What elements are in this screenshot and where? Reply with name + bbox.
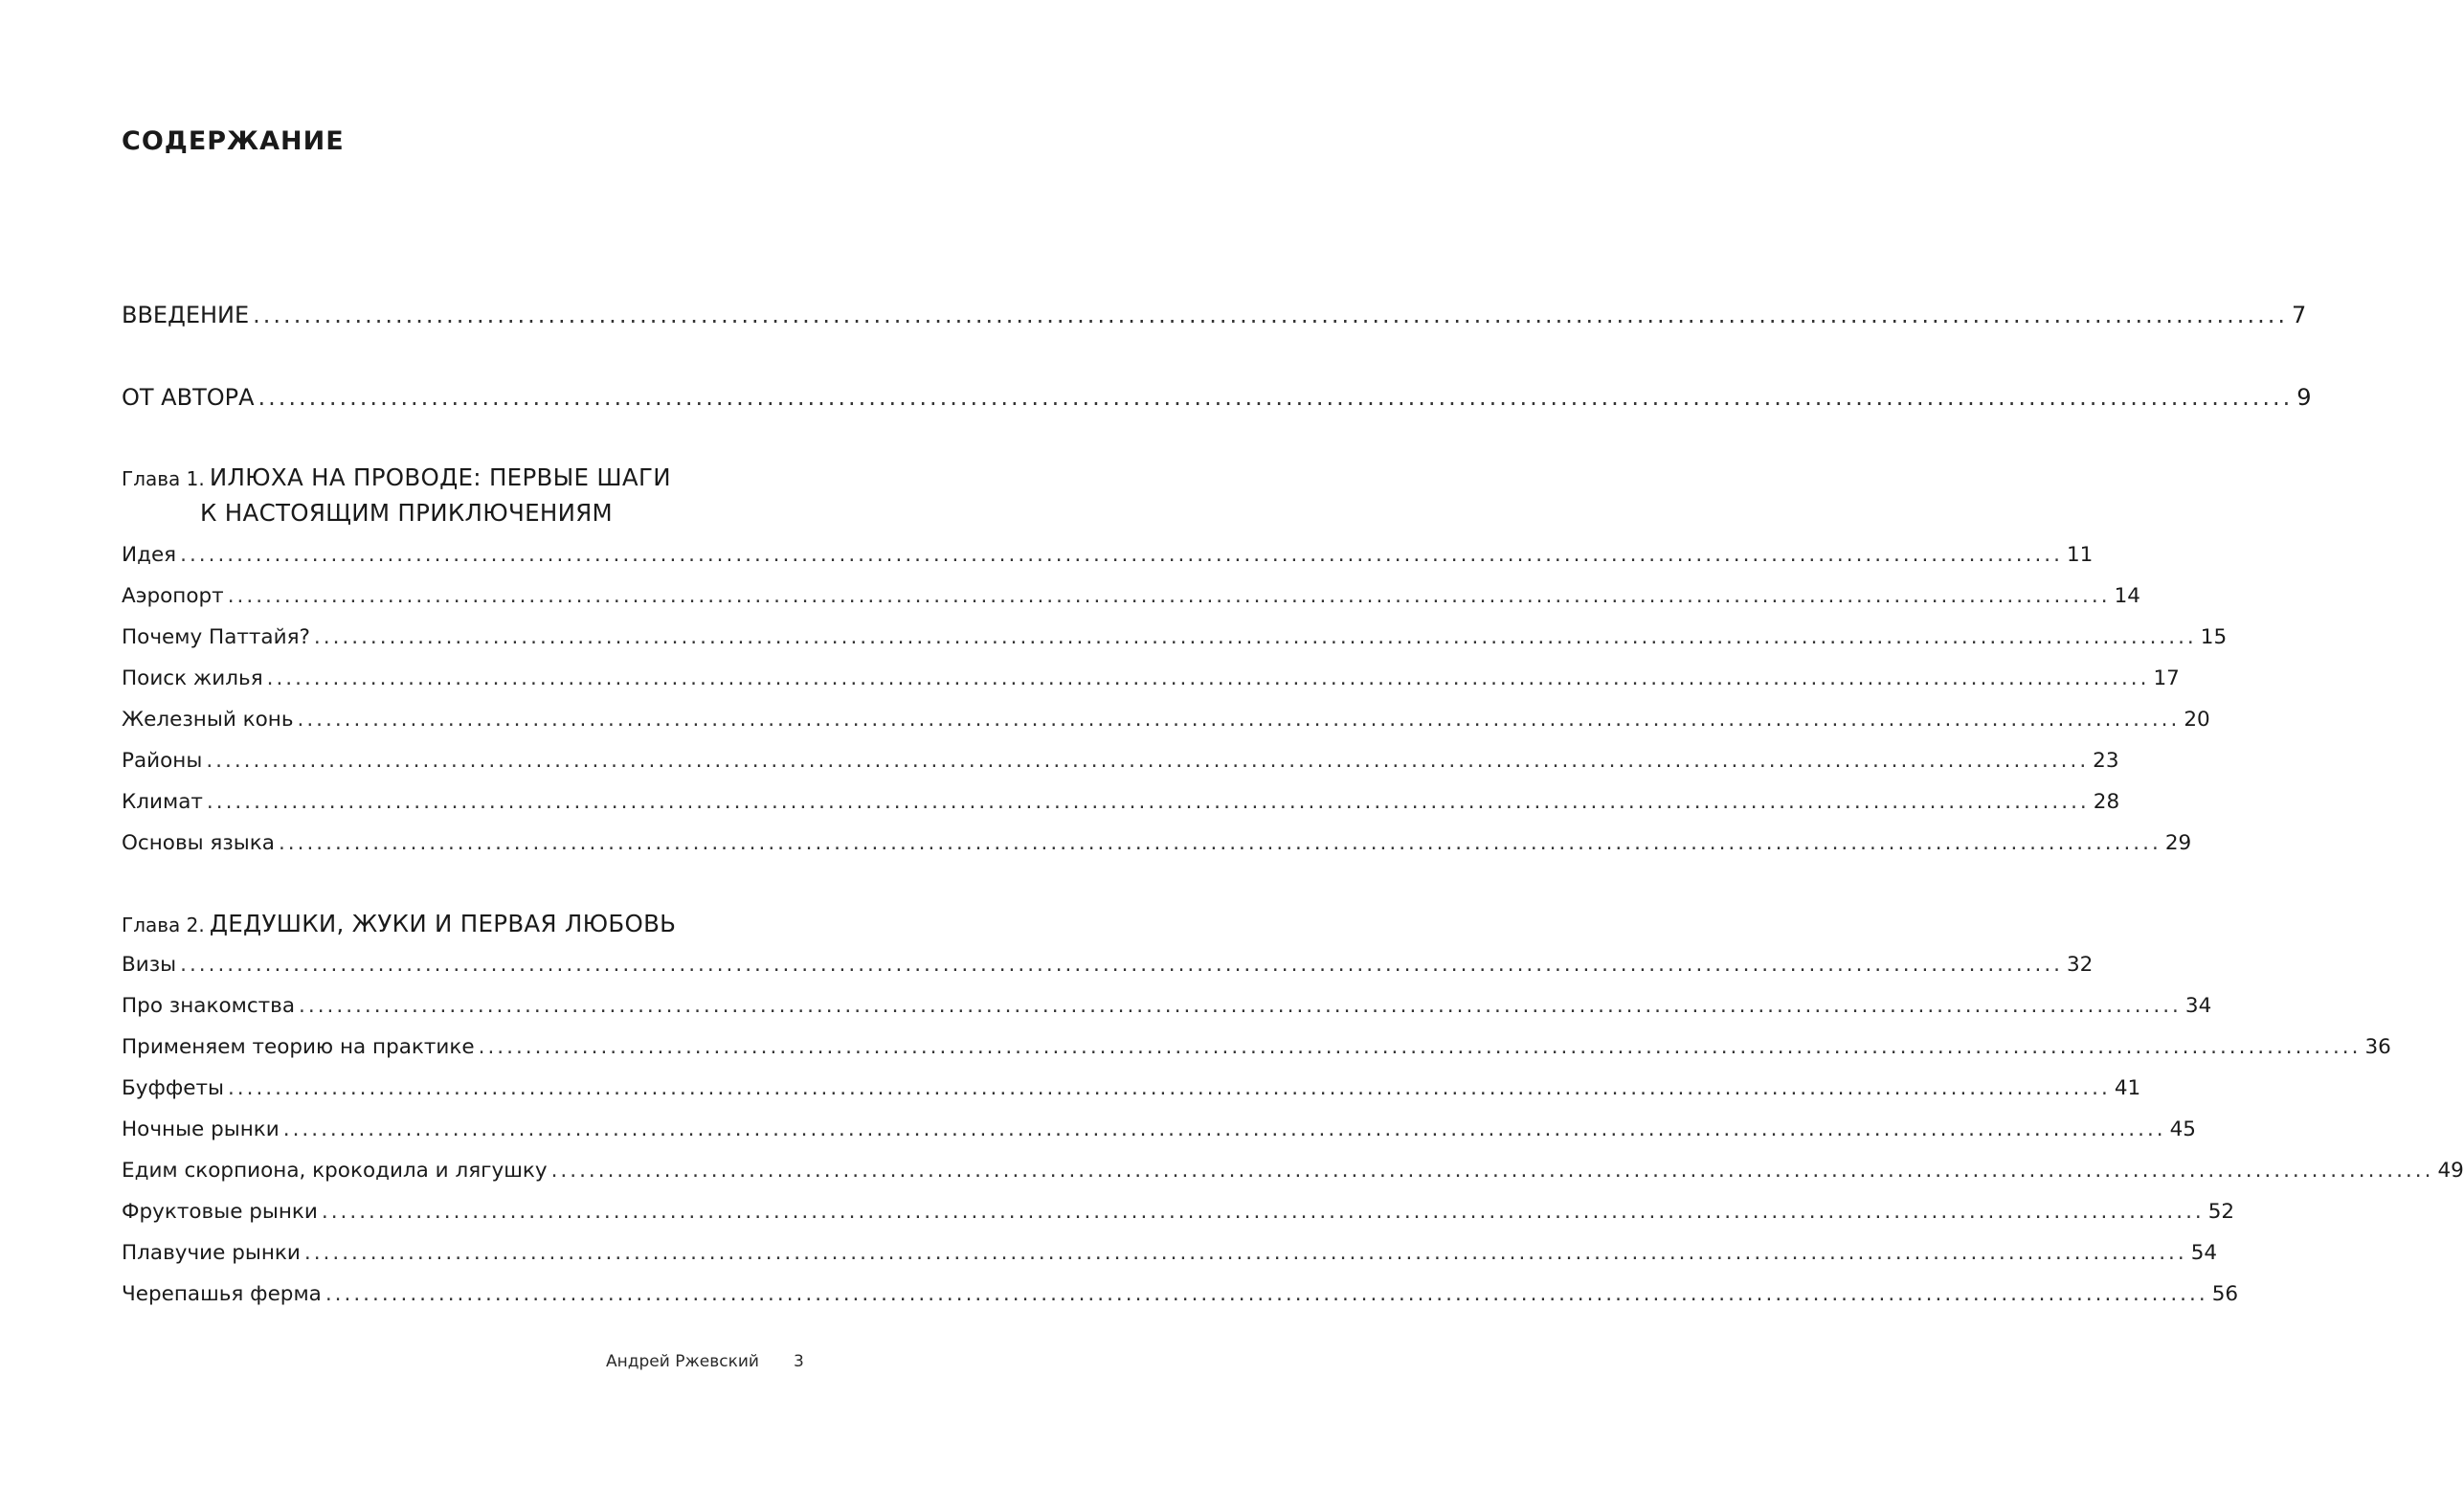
dot-leader: ........................................................................................................................................................................................................ <box>206 790 2090 814</box>
dot-leader: ........................................................................................................................................................................................................ <box>227 584 2111 608</box>
footer-page-number: 3 <box>794 1352 804 1371</box>
dot-leader: ........................................................................................................................................................................................................ <box>258 384 2294 411</box>
toc-entry-label: Плавучие рынки <box>122 1241 301 1265</box>
toc-entry[interactable] <box>122 1035 2391 1059</box>
toc-entry-page: 29 <box>2164 831 2192 855</box>
chapter-title: ИЛЮХА НА ПРОВОДЕ: ПЕРВЫЕ ШАГИ <box>209 463 671 491</box>
chapter-heading <box>122 463 671 491</box>
toc-entry-label: Климат <box>122 790 203 814</box>
dot-leader: ........................................................................................................................................................................................................ <box>313 625 2197 649</box>
toc-entry-label: Едим скорпиона, крокодила и лягушку <box>122 1159 548 1183</box>
toc-entry-page: 52 <box>2207 1200 2235 1224</box>
page-title: СОДЕРЖАНИЕ <box>122 126 345 156</box>
toc-entry-page: 20 <box>2184 708 2210 732</box>
dot-leader: ........................................................................................................................................................................................................ <box>253 302 2288 328</box>
toc-entry-label: ВВЕДЕНИЕ <box>122 302 250 328</box>
toc-entry-page: 7 <box>2291 302 2307 328</box>
dot-leader: ........................................................................................................................................................................................................ <box>227 1076 2111 1100</box>
toc-entry-page: 23 <box>2093 749 2119 773</box>
toc-entry[interactable] <box>122 666 2180 690</box>
dot-leader: ........................................................................................................................................................................................................ <box>303 1241 2187 1265</box>
toc-entry-page: 36 <box>2364 1035 2391 1059</box>
toc-entry[interactable] <box>122 994 2212 1018</box>
toc-entry-label: Визы <box>122 953 177 977</box>
toc-entry-label: Районы <box>122 749 203 773</box>
toc-entry-label: Фруктовые рынки <box>122 1200 318 1224</box>
chapter-title-continuation: К НАСТОЯЩИМ ПРИКЛЮЧЕНИЯМ <box>200 499 613 527</box>
toc-entry[interactable] <box>122 584 2140 608</box>
toc-entry-label: Идея <box>122 543 177 567</box>
dot-leader: ........................................................................................................................................................................................................ <box>325 1282 2208 1306</box>
toc-entry-page: 28 <box>2093 790 2120 814</box>
toc-entry-from-author[interactable] <box>122 384 2312 411</box>
toc-entry-label: Железный конь <box>122 708 294 732</box>
toc-entry-label: Буффеты <box>122 1076 224 1100</box>
toc-entry-page: 17 <box>2153 666 2180 690</box>
toc-entry-label: ОТ АВТОРА <box>122 384 255 411</box>
toc-entry-label: Про знакомства <box>122 994 296 1018</box>
toc-entry-page: 14 <box>2114 584 2140 608</box>
toc-entry[interactable] <box>122 1241 2218 1265</box>
dot-leader: ........................................................................................................................................................................................................ <box>278 831 2162 855</box>
toc-entry-label: Поиск жилья <box>122 666 263 690</box>
chapter-prefix: Глава 2. <box>122 914 205 936</box>
chapter-heading <box>122 910 677 937</box>
toc-entry[interactable] <box>122 708 2210 732</box>
toc-entry-label: Основы языка <box>122 831 275 855</box>
toc-entry[interactable] <box>122 625 2228 649</box>
dot-leader: ........................................................................................................................................................................................................ <box>180 953 2063 977</box>
toc-entry-page: 34 <box>2184 994 2212 1018</box>
footer-author: Андрей Ржевский <box>606 1352 759 1371</box>
dot-leader: ........................................................................................................................................................................................................ <box>282 1117 2166 1141</box>
toc-entry-label: Аэропорт <box>122 584 224 608</box>
toc-entry-label: Ночные рынки <box>122 1117 280 1141</box>
dot-leader: ........................................................................................................................................................................................................ <box>206 749 2090 773</box>
chapter-prefix: Глава 1. <box>122 467 205 490</box>
toc-entry-page: 49 <box>2437 1159 2464 1183</box>
toc-entry[interactable] <box>122 831 2192 855</box>
toc-entry-page: 54 <box>2190 1241 2218 1265</box>
toc-entry-page: 41 <box>2114 1076 2141 1100</box>
toc-entry[interactable] <box>122 749 2119 773</box>
toc-entry[interactable] <box>122 1159 2464 1183</box>
toc-entry-page: 11 <box>2066 543 2094 567</box>
dot-leader: ........................................................................................................................................................................................................ <box>550 1159 2434 1183</box>
dot-leader: ........................................................................................................................................................................................................ <box>478 1035 2362 1059</box>
toc-entry-label: Применяем теорию на практике <box>122 1035 475 1059</box>
dot-leader: ........................................................................................................................................................................................................ <box>321 1200 2205 1224</box>
toc-entry-page: 56 <box>2211 1282 2239 1306</box>
toc-entry-page: 9 <box>2296 384 2312 411</box>
dot-leader: ........................................................................................................................................................................................................ <box>180 543 2063 567</box>
toc-entry-page: 32 <box>2067 953 2094 977</box>
dot-leader: ........................................................................................................................................................................................................ <box>297 708 2181 732</box>
toc-entry[interactable] <box>122 953 2094 977</box>
chapter-title: ДЕДУШКИ, ЖУКИ И ПЕРВАЯ ЛЮБОВЬ <box>209 910 677 937</box>
toc-entry-introduction[interactable] <box>122 302 2307 328</box>
toc-entry[interactable] <box>122 1282 2239 1306</box>
toc-entry-page: 45 <box>2169 1117 2196 1141</box>
toc-entry[interactable] <box>122 1117 2196 1141</box>
toc-entry[interactable] <box>122 790 2120 814</box>
toc-entry[interactable] <box>122 1076 2141 1100</box>
toc-entry-page: 15 <box>2200 625 2228 649</box>
toc-entry-label: Черепашья ферма <box>122 1282 322 1306</box>
dot-leader: ........................................................................................................................................................................................................ <box>299 994 2182 1018</box>
dot-leader: ........................................................................................................................................................................................................ <box>266 666 2150 690</box>
toc-entry[interactable] <box>122 1200 2235 1224</box>
toc-entry[interactable] <box>122 543 2094 567</box>
toc-entry-label: Почему Паттайя? <box>122 625 310 649</box>
